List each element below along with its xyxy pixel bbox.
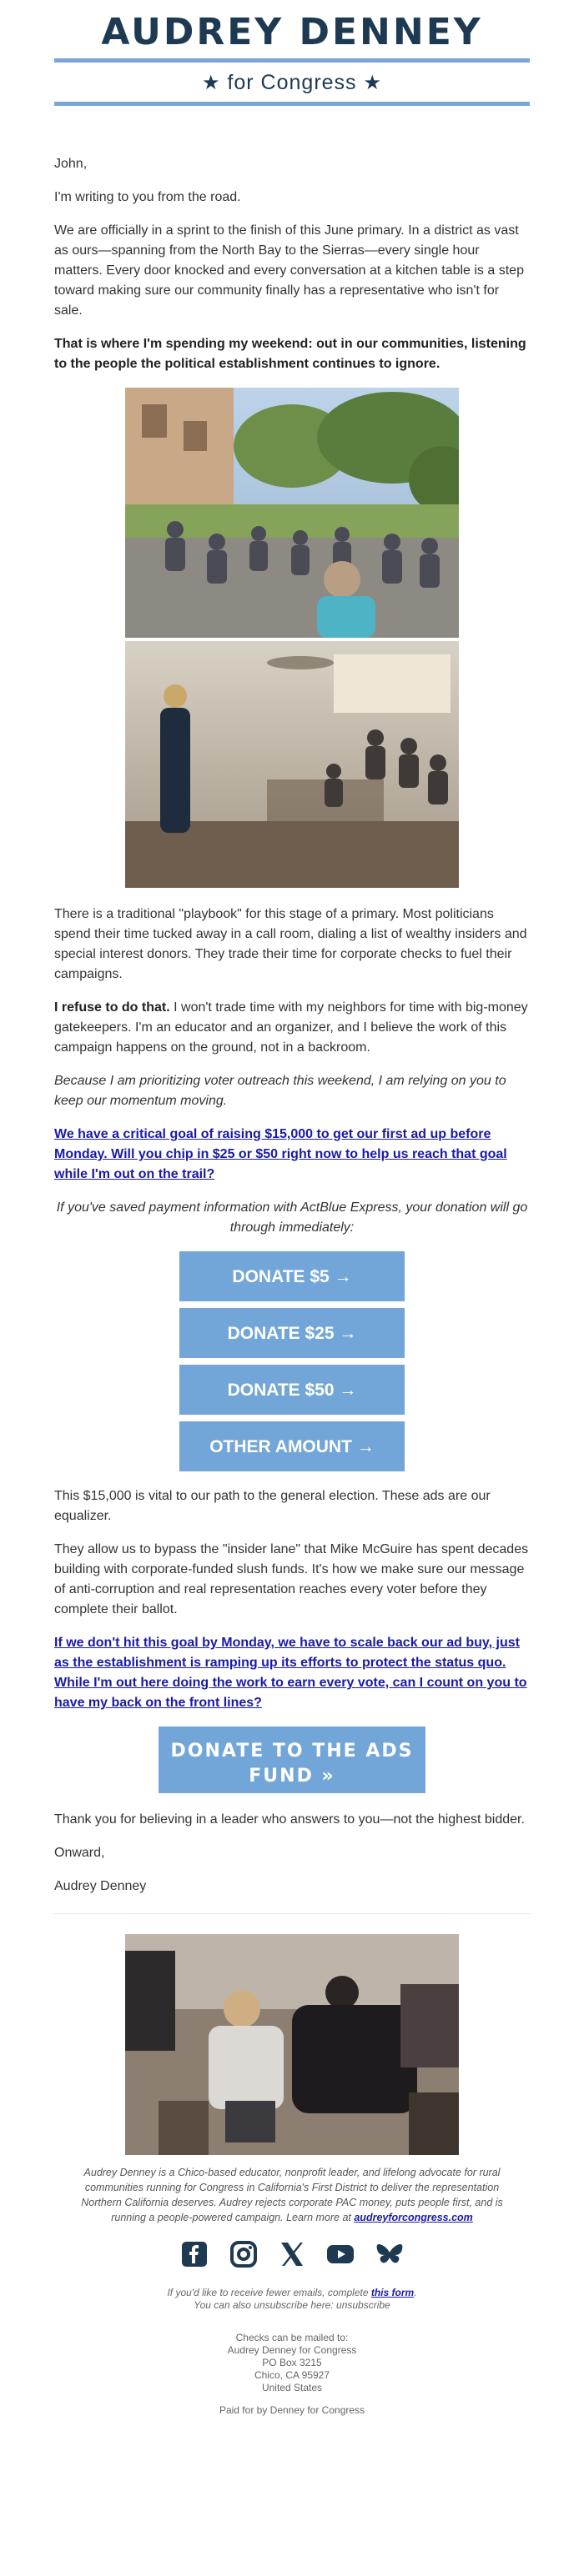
signature: Audrey Denney [54,1879,147,1893]
facebook-icon[interactable] [180,2240,209,2268]
paragraph: They allow us to bypass the "insider lane" that Mike McGuire has spent decades building with corporate-funded slush funds. It's how we make sure our message of anti-corruption and real representation reaches every voter before they complete their ballot. [54,1542,529,1616]
paragraph [54,998,530,1058]
actblue-note: If you've saved payment information with ActBlue Express, your donation will go through immediately: [56,1200,528,1235]
email-body [54,154,530,1897]
other-amount-button[interactable]: OTHER AMOUNT → [179,1421,405,1471]
social-links [54,2240,530,2268]
bio-text: Audrey Denney is a Chico-based educator, nonprofit leader, and lifelong advocate for rural communities running for Congress in California's First District to deliver the representation Northern California deserves. Audrey rejects corporate PAC money, puts people first, and is running a people-powered campaign. Learn more at [81,2167,503,2223]
email-container [54,0,530,2417]
fewer-emails-prefix: If you'd like to receive fewer emails, complete [167,2287,371,2298]
fewer-emails-note [54,2287,530,2299]
address-line: Chico, CA 95927 [254,2369,330,2381]
x-icon[interactable] [278,2240,306,2268]
address-line: Checks can be mailed to: [235,2332,349,2343]
logo-divider-top [54,58,530,63]
unsubscribe-note[interactable]: You can also unsubscribe here: unsubscribe [194,2299,390,2311]
paragraph [54,1633,530,1713]
paid-for-disclaimer: Paid for by Denney for Congress [219,2404,365,2416]
logo-subtitle [54,68,530,98]
donate-ads-fund-button[interactable] [159,1727,425,1793]
donate-cta-link[interactable]: If we don't hit this goal by Monday, we have to scale back our ad buy, just as the establishment is ramping up its efforts to protect the status quo. While I'm out here doing the work to earn every vote, can I count on you to have my back on the front lines? [54,1636,527,1710]
donate-5-button[interactable]: DONATE $5 → [179,1251,405,1301]
donate-cta-link[interactable]: We have a critical goal of raising $15,000 to get our first ad up before Monday. Will you chip in $25 or $50 right now to help us reach that goal while I'm out on the trail? [54,1127,507,1181]
donate-button-group [54,1251,530,1471]
paragraph [54,1071,530,1111]
paragraph [54,1125,530,1185]
paragraph: I'm writing to you from the road. [54,190,241,204]
bold-lead: I refuse to do that. [54,1000,170,1015]
donate-50-button[interactable]: DONATE $50 → [179,1365,405,1415]
paragraph: This $15,000 is vital to our path to the general election. These ads are our equalizer. [54,1489,491,1523]
donate-ads-fund-line2: FUND » [249,1765,335,1787]
campaign-event-photo [125,388,459,888]
donate-ads-fund-line1: DONATE TO THE ADS [170,1740,414,1762]
fewer-emails-suffix: . [414,2287,417,2298]
logo-divider-bottom [54,102,530,106]
campaign-logo [54,0,530,106]
logo-subtitle-text: for Congress [227,71,357,94]
greeting: John, [54,157,88,171]
donate-25-button[interactable]: DONATE $25 → [179,1308,405,1358]
instagram-icon[interactable] [229,2240,258,2268]
paragraph [54,334,530,374]
paragraph: We are officially in a sprint to the finish of this June primary. In a district as vast as ours—spanning from the North Bay to the Sierras—every single hour matters. Every door knocked and every conversation at a kitchen table is a step toward making sure our community finally has a representative who isn't for sale. [54,223,524,318]
candidate-photo [125,1934,459,2155]
paragraph-rest: I won't trade time with my neighbors for time with big-money gatekeepers. I'm an educator and an organizer, and I believe the work of this campaign happens on the ground, not in a backroom. [54,1000,528,1055]
address-line: Audrey Denney for Congress [227,2344,357,2356]
youtube-icon[interactable] [326,2240,355,2268]
website-link[interactable]: audreyforcongress.com [354,2212,473,2223]
footer-divider [54,1913,530,1914]
mailing-address [54,2332,530,2394]
signoff: Onward, [54,1846,105,1860]
italic-paragraph: Because I am prioritizing voter outreach this weekend, I am relying on you to keep our momentum moving. [54,1074,506,1108]
star-icon: ★ [201,72,221,94]
logo-name: AUDREY DENNEY [101,11,483,53]
preferences-form-link[interactable]: this form [370,2287,415,2298]
bluesky-icon[interactable] [375,2240,404,2268]
address-line: United States [261,2382,323,2393]
star-icon: ★ [363,72,383,94]
address-line: PO Box 3215 [262,2357,322,2368]
candidate-bio [64,2165,520,2225]
paragraph: Thank you for believing in a leader who answers to you—not the highest bidder. [54,1812,525,1827]
paragraph: There is a traditional "playbook" for this stage of a primary. Most politicians spend their time tucked away in a call room, dialing a list of wealthy insiders and special interest donors. They trade their time for corporate checks to fuel their campaigns. [54,907,527,981]
bold-paragraph: That is where I'm spending my weekend: out in our communities, listening to the people the political establishment continues to ignore. [54,337,526,371]
